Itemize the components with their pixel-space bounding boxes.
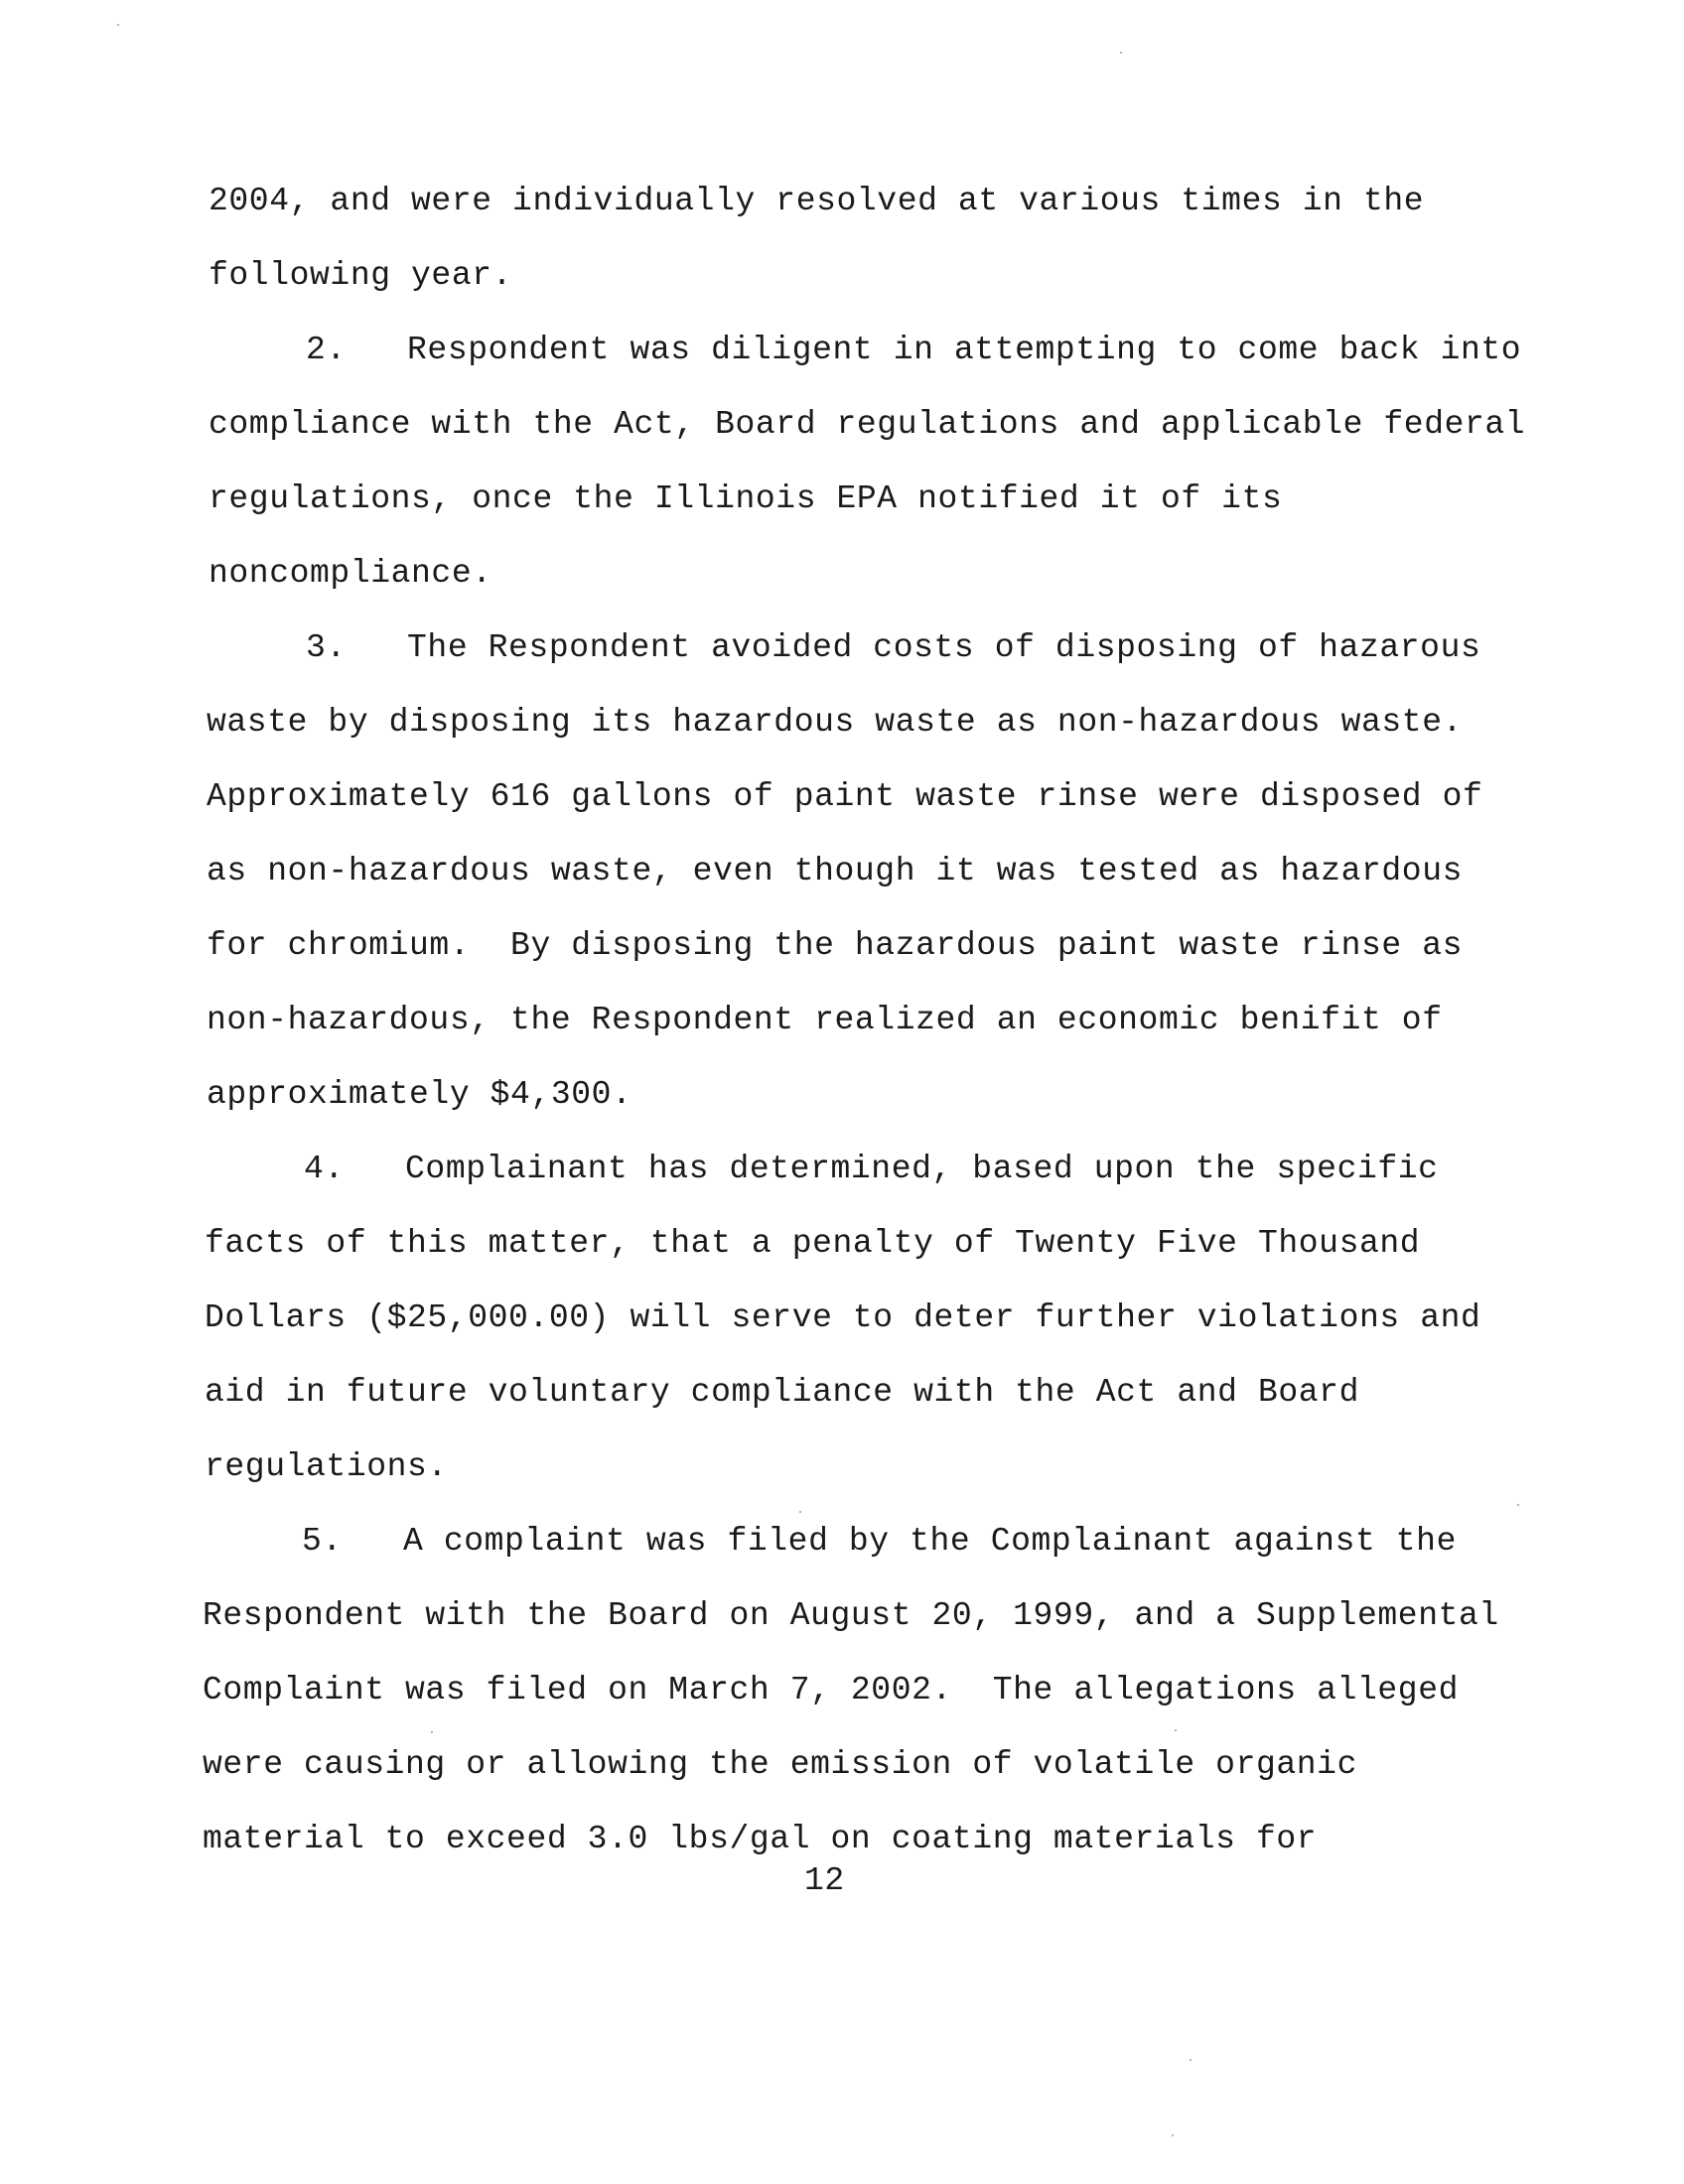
- text-line: as non-hazardous waste, even though it was tested as hazardous: [207, 853, 1463, 889]
- text-line: were causing or allowing the emission of volatile organic: [203, 1746, 1357, 1783]
- scan-speck: [1175, 1729, 1177, 1731]
- text-line: Complaint was filed on March 7, 2002. The allegations alleged: [203, 1672, 1459, 1708]
- text-line: Dollars ($25,000.00) will serve to deter further violations and: [205, 1299, 1481, 1336]
- text-line: 4. Complainant has determined, based upon the specific: [304, 1151, 1439, 1187]
- text-line: Respondent with the Board on August 20, 1999, and a Supplemental: [203, 1597, 1499, 1634]
- text-line: 3. The Respondent avoided costs of disposing of hazarous: [306, 629, 1481, 666]
- scan-speck: [431, 1731, 433, 1733]
- text-line: regulations.: [205, 1448, 448, 1485]
- text-line: waste by disposing its hazardous waste as non-hazardous waste.: [207, 704, 1463, 741]
- text-line: facts of this matter, that a penalty of Twenty Five Thousand: [205, 1225, 1421, 1262]
- text-line: approximately $4,300.: [207, 1076, 632, 1113]
- text-line: non-hazardous, the Respondent realized an economic benifit of: [207, 1002, 1443, 1038]
- text-line: 2004, and were individually resolved at various times in the: [209, 183, 1425, 219]
- text-line: aid in future voluntary compliance with the Act and Board: [205, 1374, 1359, 1411]
- scan-speck: [117, 24, 119, 26]
- scan-speck: [1120, 52, 1122, 54]
- scan-speck: [1172, 2134, 1174, 2136]
- text-line: for chromium. By disposing the hazardous paint waste rinse as: [207, 927, 1463, 964]
- text-line: 2. Respondent was diligent in attempting to come back into: [306, 332, 1522, 368]
- text-line: material to exceed 3.0 lbs/gal on coating materials for: [203, 1821, 1318, 1857]
- page-number: 12: [804, 1862, 845, 1899]
- text-line: following year.: [209, 257, 513, 294]
- scan-speck: [799, 1511, 801, 1513]
- text-line: regulations, once the Illinois EPA notified it of its: [209, 480, 1283, 517]
- text-line: Approximately 616 gallons of paint waste rinse were disposed of: [207, 778, 1483, 815]
- scan-speck: [1190, 2059, 1192, 2061]
- scan-speck: [1517, 1504, 1519, 1506]
- text-line: 5. A complaint was filed by the Complainant against the: [302, 1523, 1457, 1560]
- text-line: noncompliance.: [209, 555, 492, 592]
- text-line: compliance with the Act, Board regulations and applicable federal: [209, 406, 1526, 443]
